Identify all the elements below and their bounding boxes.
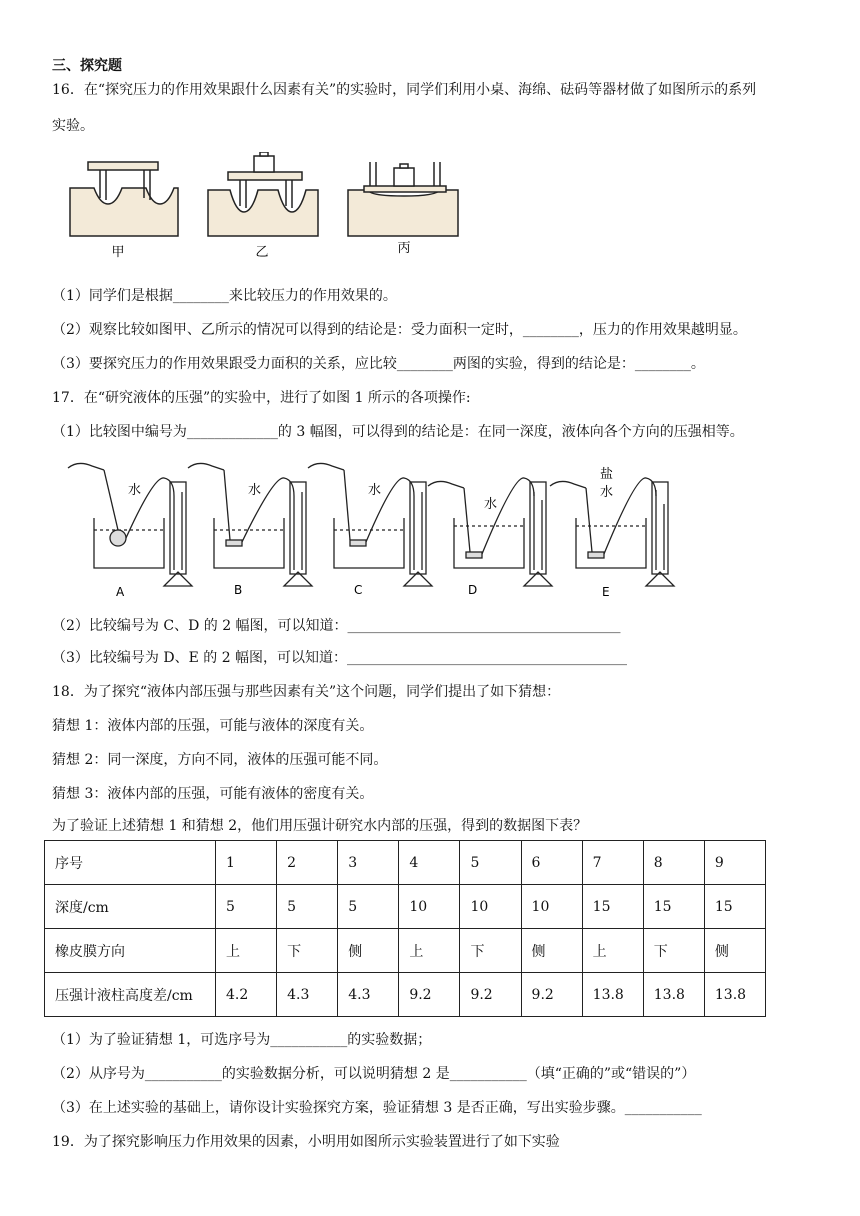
table-cell: 8	[643, 841, 704, 885]
setup-b	[188, 463, 312, 586]
table-cell: 7	[582, 841, 643, 885]
table-cell: 13.8	[643, 973, 704, 1017]
row-header: 深度/cm	[45, 885, 216, 929]
table-cell: 1	[216, 841, 277, 885]
liquid-label-c: 水	[368, 483, 382, 498]
table-cell: 9	[704, 841, 765, 885]
q17-pressure-gauge-figure	[64, 456, 684, 602]
q18-guess2: 猜想 2：同一深度，方向不同，液体的压强可能不同。	[52, 752, 388, 768]
table-row	[45, 841, 766, 885]
table-cell: 9.2	[460, 973, 521, 1017]
q19-stem: 19．为了探究影响压力作用效果的因素，小明用如图所示实验装置进行了如下实验	[52, 1134, 560, 1150]
q17-part3: （3）比较编号为 D、E 的 2 幅图，可以知道：________________________________________	[52, 650, 628, 666]
figure-jia	[70, 162, 178, 236]
table-row	[45, 973, 766, 1017]
fig-label-jia: 甲	[111, 245, 125, 260]
table-cell: 13.8	[582, 973, 643, 1017]
table-row	[45, 929, 766, 973]
fig-label-d: D	[468, 583, 478, 597]
table-cell: 5	[460, 841, 521, 885]
table-cell: 上	[216, 929, 277, 973]
liquid-label-e	[600, 466, 617, 500]
q16-part3: （3）要探究压力的作用效果跟受力面积的关系，应比较________两图的实验，得到的结论是：________。	[52, 356, 705, 372]
q16-stem-line2: 实验。	[52, 118, 94, 134]
fig-label-a: A	[116, 585, 125, 599]
table-cell: 10	[521, 885, 582, 929]
table-cell: 下	[277, 929, 338, 973]
q18-guess1: 猜想 1：液体内部的压强，可能与液体的深度有关。	[52, 718, 374, 734]
table-cell: 下	[460, 929, 521, 973]
table-cell: 13.8	[704, 973, 765, 1017]
table-row	[45, 885, 766, 929]
table-cell: 4.3	[338, 973, 399, 1017]
fig-label-e: E	[602, 585, 610, 599]
q17-part1: （1）比较图中编号为_____________的 3 幅图，可以得到的结论是：在同一深度，液体向各个方向的压强相等。	[52, 424, 744, 440]
table-cell: 5	[216, 885, 277, 929]
q17-stem: 17．在“研究液体的压强”的实验中，进行了如图 1 所示的各项操作:	[52, 390, 471, 406]
liquid-label-b: 水	[248, 483, 262, 498]
section-title: 三、探究题	[52, 58, 122, 74]
table-cell: 上	[582, 929, 643, 973]
q18-data-table	[44, 840, 766, 1017]
table-cell: 侧	[704, 929, 765, 973]
liquid-label-a: 水	[128, 483, 142, 498]
q16-part1: （1）同学们是根据________来比较压力的作用效果的。	[52, 288, 397, 304]
q18-guess3: 猜想 3：液体内部的压强，可能有液体的密度有关。	[52, 786, 374, 802]
table-cell: 15	[582, 885, 643, 929]
q18-intro: 为了验证上述猜想 1 和猜想 2，他们用压强计研究水内部的压强，得到的数据图下表？	[52, 818, 588, 834]
table-cell: 侧	[338, 929, 399, 973]
table-cell: 15	[643, 885, 704, 929]
q18-stem: 18．为了探究“液体内部压强与那些因素有关”这个问题，同学们提出了如下猜想：	[52, 684, 561, 700]
q18-part2: （2）从序号为___________的实验数据分析，可以说明猜想 2 是___________（填“正确的”或“错误的”）	[52, 1066, 696, 1082]
table-cell: 下	[643, 929, 704, 973]
table-cell: 2	[277, 841, 338, 885]
q18-part3: （3）在上述实验的基础上，请你设计实验探究方案，验证猜想 3 是否正确，写出实验步骤。___________	[52, 1100, 702, 1116]
q16-sponge-table-figure	[64, 152, 464, 262]
table-cell: 9.2	[399, 973, 460, 1017]
row-header: 橡皮膜方向	[45, 929, 216, 973]
table-cell: 5	[338, 885, 399, 929]
table-cell: 5	[277, 885, 338, 929]
table-cell: 10	[399, 885, 460, 929]
liquid-label-d: 水	[484, 497, 498, 512]
fig-label-bing: 丙	[397, 241, 411, 256]
figure-bing	[348, 162, 458, 236]
table-cell: 9.2	[521, 973, 582, 1017]
row-header: 压强计液柱高度差/cm	[45, 973, 216, 1017]
table-cell: 10	[460, 885, 521, 929]
table-cell: 15	[704, 885, 765, 929]
setup-d	[428, 478, 552, 586]
liquid-label-e-line1: 盐	[600, 467, 614, 482]
q16-part2: （2）观察比较如图甲、乙所示的情况可以得到的结论是：受力面积一定时，________，压力的作用效果越明显。	[52, 322, 747, 338]
table-cell: 上	[399, 929, 460, 973]
fig-label-c: C	[354, 583, 363, 597]
table-cell: 侧	[521, 929, 582, 973]
figure-yi	[208, 152, 318, 236]
table-cell: 4	[399, 841, 460, 885]
q16-stem-line1: 16．在“探究压力的作用效果跟什么因素有关”的实验时，同学们利用小桌、海绵、砝码等器材做了如图所示的系列	[52, 82, 757, 98]
row-header: 序号	[45, 841, 216, 885]
table-cell: 3	[338, 841, 399, 885]
fig-label-b: B	[234, 583, 243, 597]
table-cell: 4.2	[216, 973, 277, 1017]
liquid-label-e-line2: 水	[600, 485, 614, 500]
table-cell: 6	[521, 841, 582, 885]
table-cell: 4.3	[277, 973, 338, 1017]
q18-part1: （1）为了验证猜想 1，可选序号为___________的实验数据；	[52, 1032, 432, 1048]
fig-label-yi: 乙	[255, 245, 269, 260]
setup-a	[68, 463, 192, 586]
q17-part2: （2）比较编号为 C、D 的 2 幅图，可以知道：_______________________________________	[52, 618, 621, 634]
setup-c	[308, 463, 432, 586]
